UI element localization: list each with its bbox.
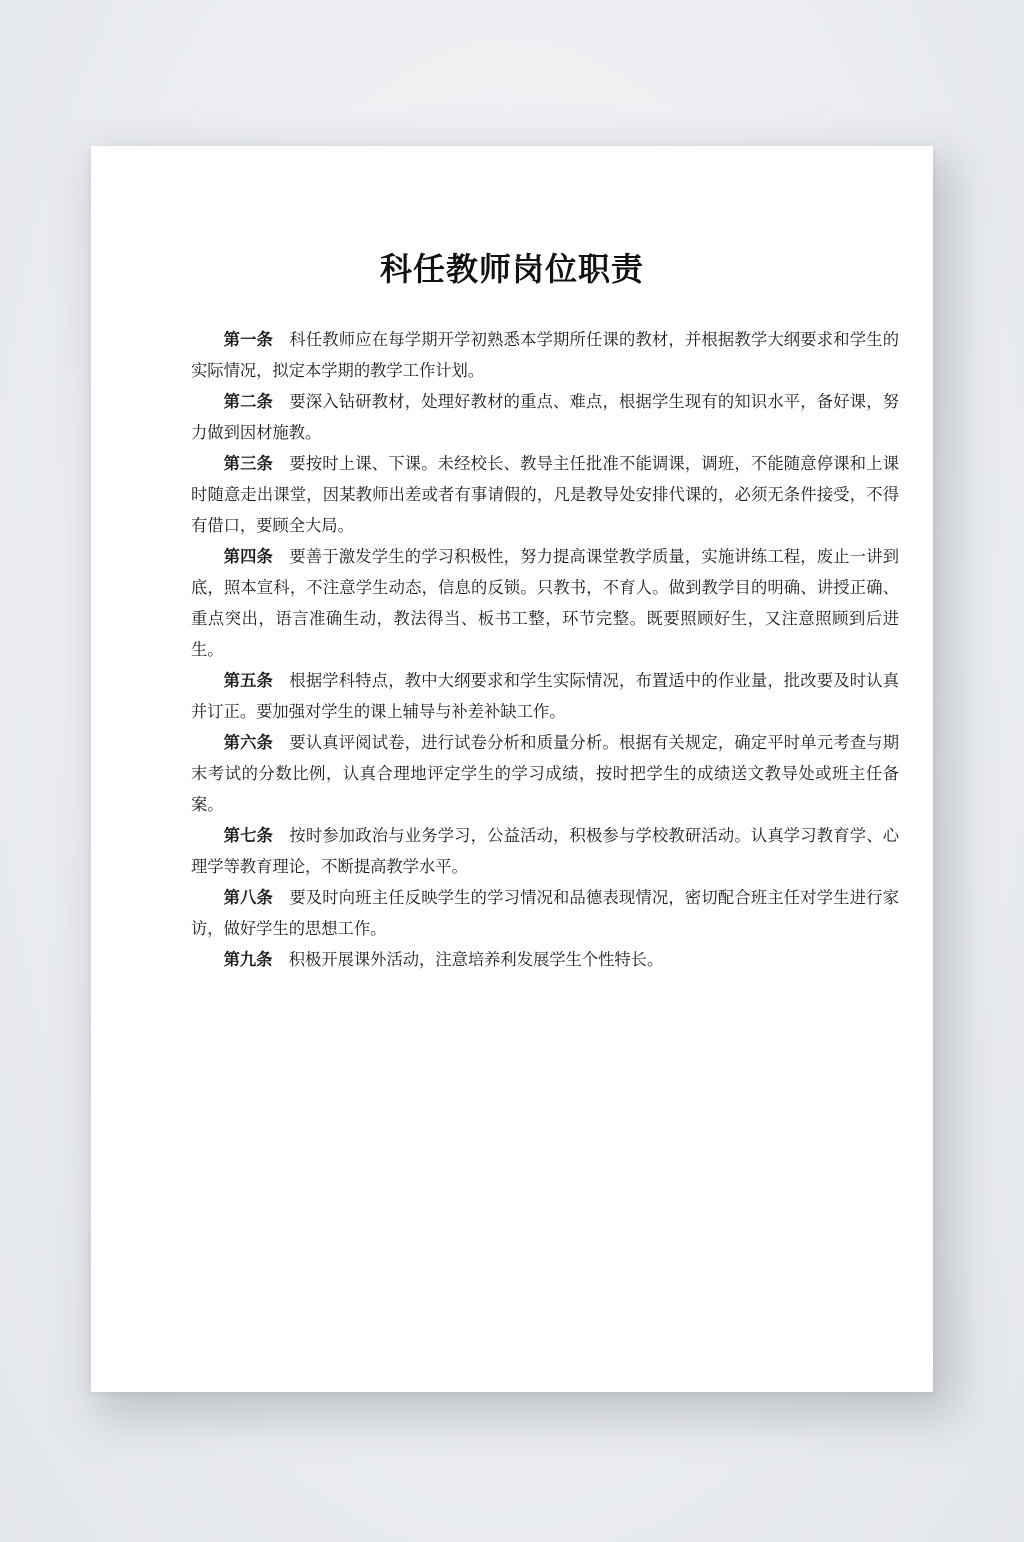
article-text: 要及时向班主任反映学生的学习情况和品德表现情况，密切配合班主任对学生进行家访，做好学生的思想工作。: [191, 888, 899, 938]
article-text: 科任教师应在每学期开学初熟悉本学期所任课的教材，并根据教学大纲要求和学生的实际情况，拟定本学期的教学工作计划。: [191, 330, 899, 380]
article-4: [191, 541, 899, 665]
article-5: [191, 665, 899, 727]
article-text: 按时参加政治与业务学习，公益活动，积极参与学校教研活动。认真学习教育学、心理学等教育理论，不断提高教学水平。: [191, 826, 899, 876]
article-3: [191, 448, 899, 541]
article-number: 第七条: [223, 826, 274, 845]
article-8: [191, 882, 899, 944]
article-6: [191, 727, 899, 820]
article-number: 第八条: [223, 888, 274, 907]
article-7: [191, 820, 899, 882]
article-text: 根据学科特点，教中大纲要求和学生实际情况，布置适中的作业量，批改要及时认真并订正。要加强对学生的课上辅导与补差补缺工作。: [191, 671, 899, 721]
article-number: 第九条: [223, 950, 273, 969]
document-body: [191, 324, 899, 975]
article-1: [191, 324, 899, 386]
article-2: [191, 386, 899, 448]
article-number: 第四条: [223, 547, 274, 566]
article-number: 第五条: [223, 671, 274, 690]
article-text: 积极开展课外活动，注意培养利发展学生个性特长。: [288, 950, 664, 969]
article-text: 要深入钻研教材，处理好教材的重点、难点，根据学生现有的知识水平，备好课，努力做到因材施教。: [191, 392, 899, 442]
article-9: [191, 944, 899, 975]
article-number: 第六条: [223, 733, 274, 752]
article-text: 要善于激发学生的学习积极性，努力提高课堂教学质量，实施讲练工程，废止一讲到底，照本宣科，不注意学生动态，信息的反锁。只教书，不育人。做到教学目的明确、讲授正确、重点突出，语言准确生动，教法得当、板书工整，环节完整。既要照顾好生，又注意照顾到后进生。: [191, 547, 899, 659]
document-title: 科任教师岗位职责: [379, 250, 644, 288]
article-number: 第一条: [223, 330, 274, 349]
article-text: 要认真评阅试卷，进行试卷分析和质量分析。根据有关规定，确定平时单元考查与期末考试的分数比例，认真合理地评定学生的学习成绩，按时把学生的成绩送文教导处或班主任备案。: [191, 733, 899, 814]
article-number: 第三条: [223, 454, 274, 473]
article-number: 第二条: [223, 392, 274, 411]
article-text: 要按时上课、下课。未经校长、教导主任批准不能调课，调班，不能随意停课和上课时随意走出课堂，因某教师出差或者有事请假的，凡是教导处安排代课的，必须无条件接受，不得有借口，要顾全大局。: [191, 454, 899, 535]
document-page: [91, 146, 933, 1392]
